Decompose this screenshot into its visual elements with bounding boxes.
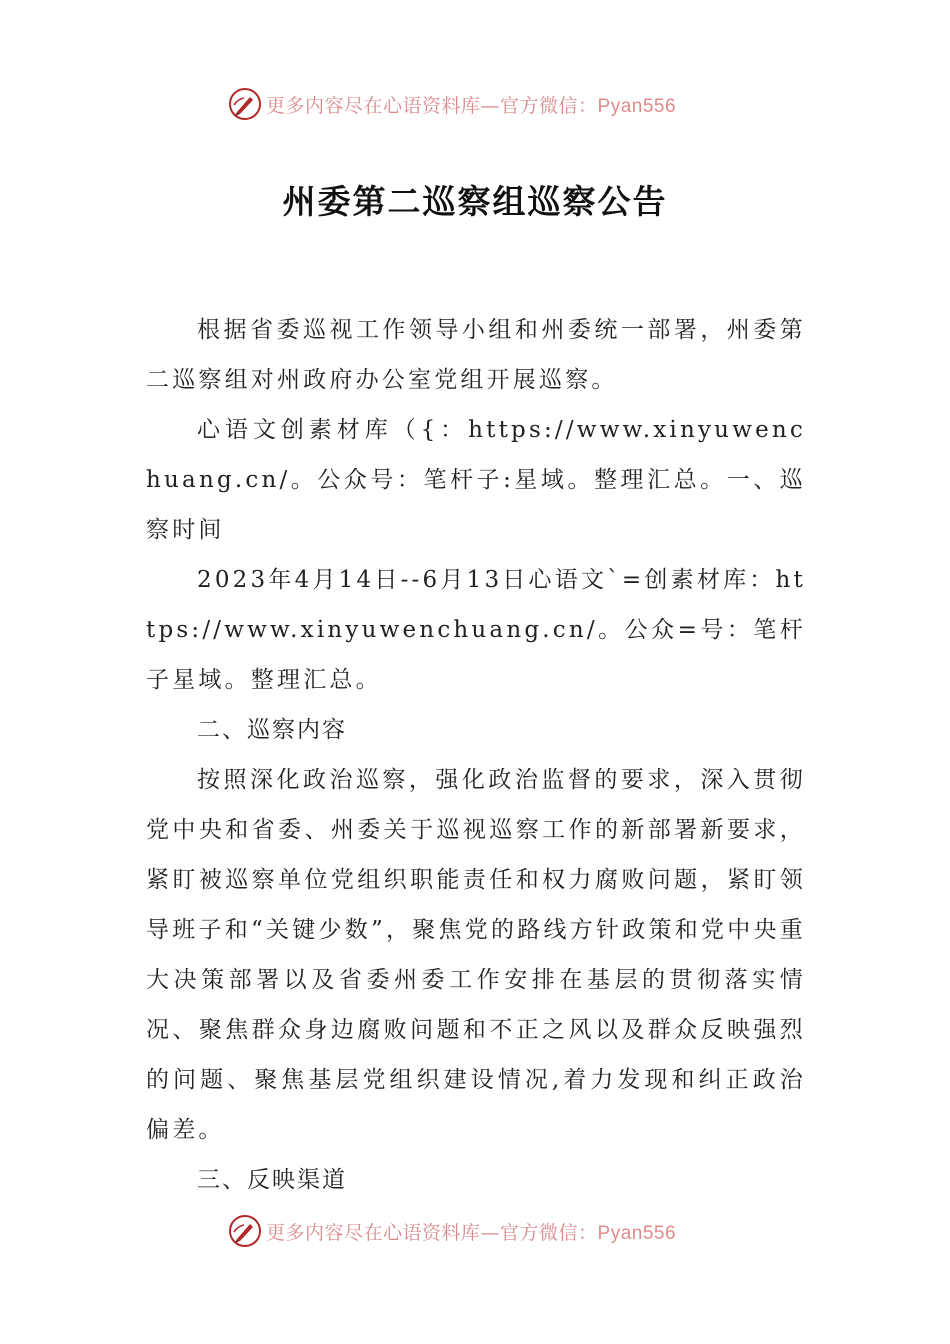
header-banner [0,84,950,124]
banner-text [266,1218,676,1245]
document-title: 州委第二巡察组巡察公告 [282,182,668,221]
banner-text [266,91,676,118]
banner-content [228,1211,676,1251]
heading-channels: 三、反映渠道 [197,1167,347,1193]
paragraph-intro: 根据省委巡视工作领导小组和州委统一部署，州委第二巡察组对州政府办公室党组开展巡察。 [146,317,806,393]
banner-content [228,84,676,124]
paragraph-content: 按照深化政治巡察，强化政治监督的要求，深入贯彻党中央和省委、州委关于巡视巡察工作的新部署新要求，紧盯被巡察单位党组织职能责任和权力腐败问题，紧盯领导班子和“关键少数”，聚焦党的路线方针政策和党中央重大决策部署以及省委州委工作安排在基层的贯彻落实情况、聚焦群众身边腐败问题和不正之风以及群众反映强烈的问题、聚焦基层党组织建设情况,着力发现和纠正政治偏差。 [146,767,806,1143]
paragraph-time: 2023年4月14日--6月13日心语文`=创素材库：https://www.xinyuwenchuang.cn/。公众=号：笔杆子星域。整理汇总。 [146,567,806,693]
banner-label: 更多内容尽在心语资料库—官方微信： [266,94,598,117]
banner-wechat-id: Pyan556 [597,95,677,117]
heading-content: 二、巡察内容 [197,717,347,743]
banner-wechat-id: Pyan556 [597,1222,677,1244]
pen-logo-icon [228,1214,262,1248]
footer-banner [0,1211,950,1251]
banner-label: 更多内容尽在心语资料库—官方微信： [266,1221,598,1244]
paragraph-source-1: 心语文创素材库（{：https://www.xinyuwenchuang.cn/。公众号：笔杆子:星域。整理汇总。一、巡察时间 [146,417,806,543]
pen-logo-icon [228,87,262,121]
document-body [146,305,806,1205]
